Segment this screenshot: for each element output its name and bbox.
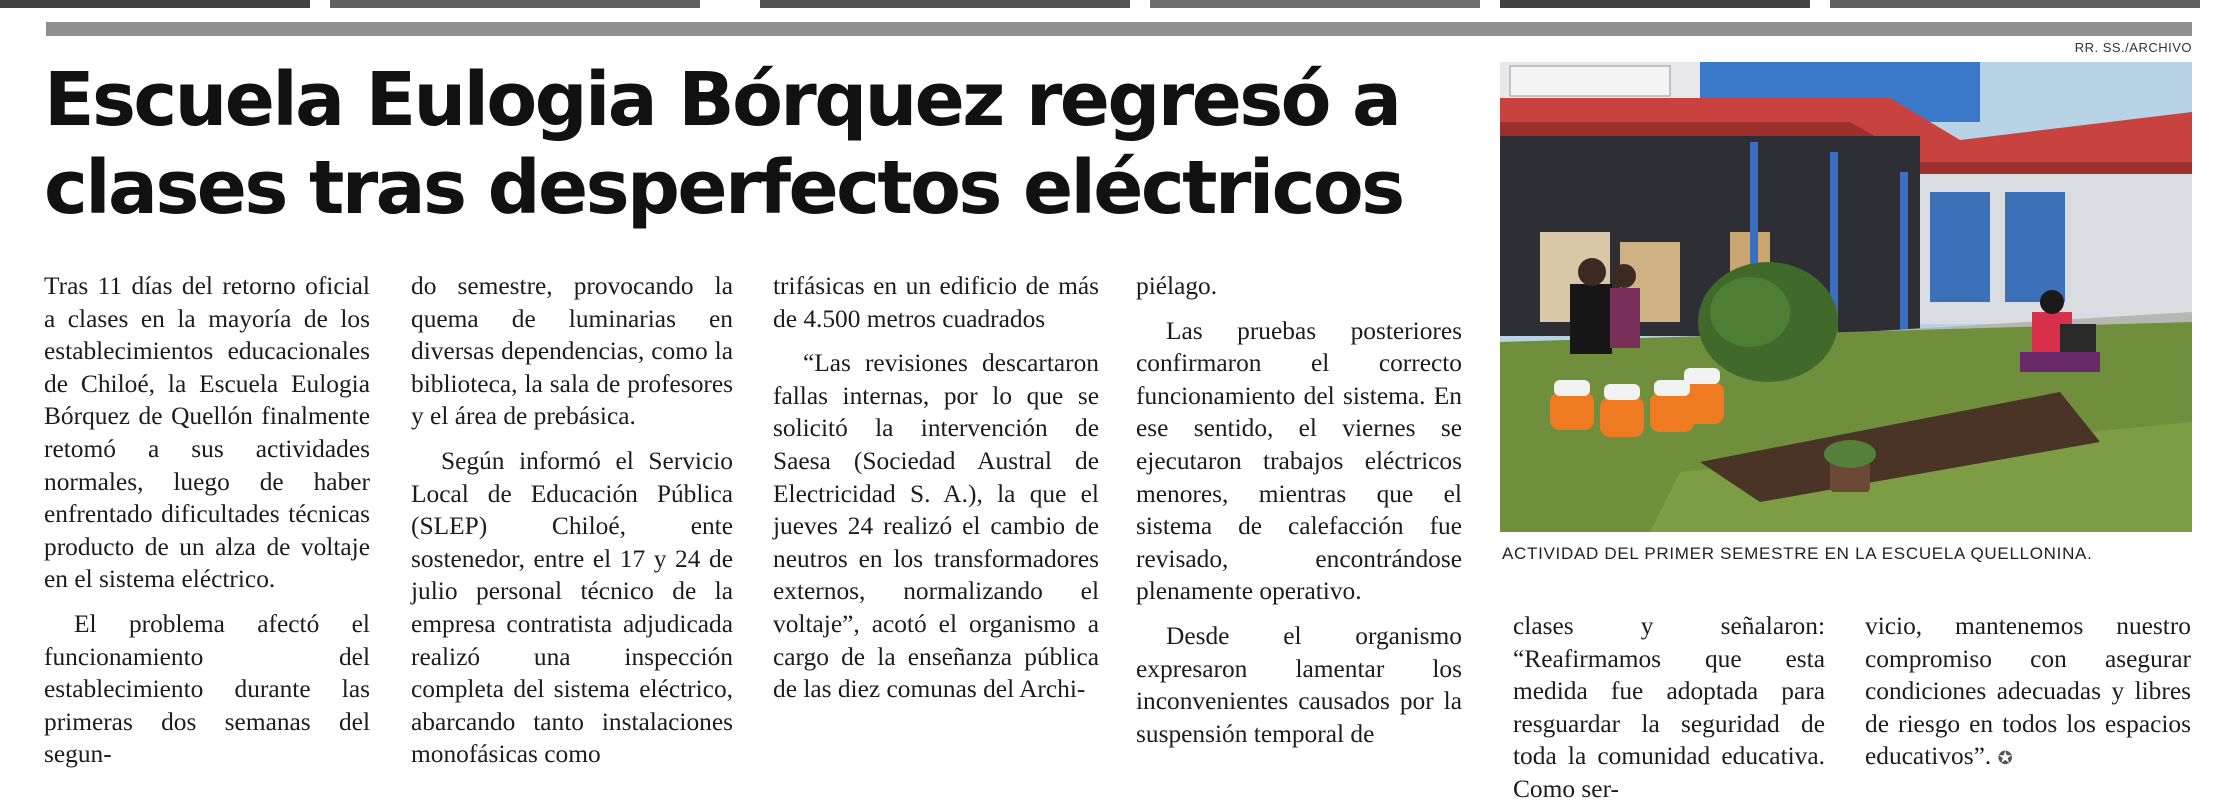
article-photo: [1500, 62, 2192, 532]
article-column-2: [411, 270, 733, 771]
paragraph: do semestre, provocando la quema de luminarias en diversas dependencias, como la biblioteca, la sala de profesores y el área de prebásica.: [411, 272, 733, 431]
paragraph-text: vicio, mantenemos nuestro compromiso con asegurar condiciones adecuadas y libres de riesgo en todos los espacios educativos”.: [1865, 612, 2191, 771]
headline: Escuela Eulogia Bórquez regresó a clases tras desperfectos eléctricos: [44, 57, 1403, 231]
paragraph: “Las revisiones descartaron fallas internas, por lo que se solicitó la intervención de Saesa (Sociedad Austral de Electricidad S. A.), la que el jueves 24 realizó el cambio de neutros en los transformadores externos, normalizando el voltaje”, acotó el organismo a cargo de la enseñanza pública de las diez comunas del Archi-: [773, 349, 1099, 704]
paragraph: Tras 11 días del retorno oficial a clases en la mayoría de los establecimientos educacionales de Chiloé, la Escuela Eulogia Bórquez de Quellón finalmente retomó a sus actividades normales, luego de haber enfrentado dificultades técnicas producto de un alza de voltaje en el sistema eléctrico.: [44, 272, 370, 594]
paragraph: piélago.: [1136, 272, 1218, 300]
article-column-6: [1865, 610, 2191, 776]
photo-credit: RR. SS./ARCHIVO: [2074, 40, 2192, 55]
paragraph: clases y señalaron: “Reafirmamos que esta medida fue adoptada para resguardar la seguridad de toda la comunidad educativa. Como ser-: [1513, 612, 1825, 803]
paragraph: Desde el organismo expresaron lamentar los inconvenientes causados por la suspensión temporal de: [1136, 621, 1462, 748]
paragraph: [1865, 610, 2191, 776]
paragraph: trifásicas en un edificio de más de 4.500 metros cuadrados: [773, 272, 1099, 333]
paragraph: Según informó el Servicio Local de Educación Pública (SLEP) Chiloé, ente sostenedor, entre el 17 y 24 de julio personal técnico de la empresa contratista adjudicada realizó una inspección completa del sistema eléctrico, abarcando tanto instalaciones monofásicas como: [411, 446, 733, 769]
article-column-1: [44, 270, 370, 771]
paragraph: Las pruebas posteriores confirmaron el correcto funcionamiento del sistema. En ese sentido, el viernes se ejecutaron trabajos eléctricos menores, mientras que el sistema de calefacción fue revisado, encontrándose plenamente operativo.: [1136, 316, 1462, 606]
article-column-4: [1136, 270, 1462, 750]
article-column-3: [773, 270, 1099, 706]
paragraph: El problema afectó el funcionamiento del establecimiento durante las primeras dos semanas del segun-: [44, 609, 370, 769]
article-column-5: [1513, 610, 1825, 806]
photo-caption: ACTIVIDAD DEL PRIMER SEMESTRE EN LA ESCUELA QUELLONINA.: [1502, 544, 2093, 563]
end-of-article-icon: ✪: [1997, 748, 2013, 770]
section-rule: [46, 22, 2192, 36]
previous-article-cutoff: [0, 0, 2236, 8]
